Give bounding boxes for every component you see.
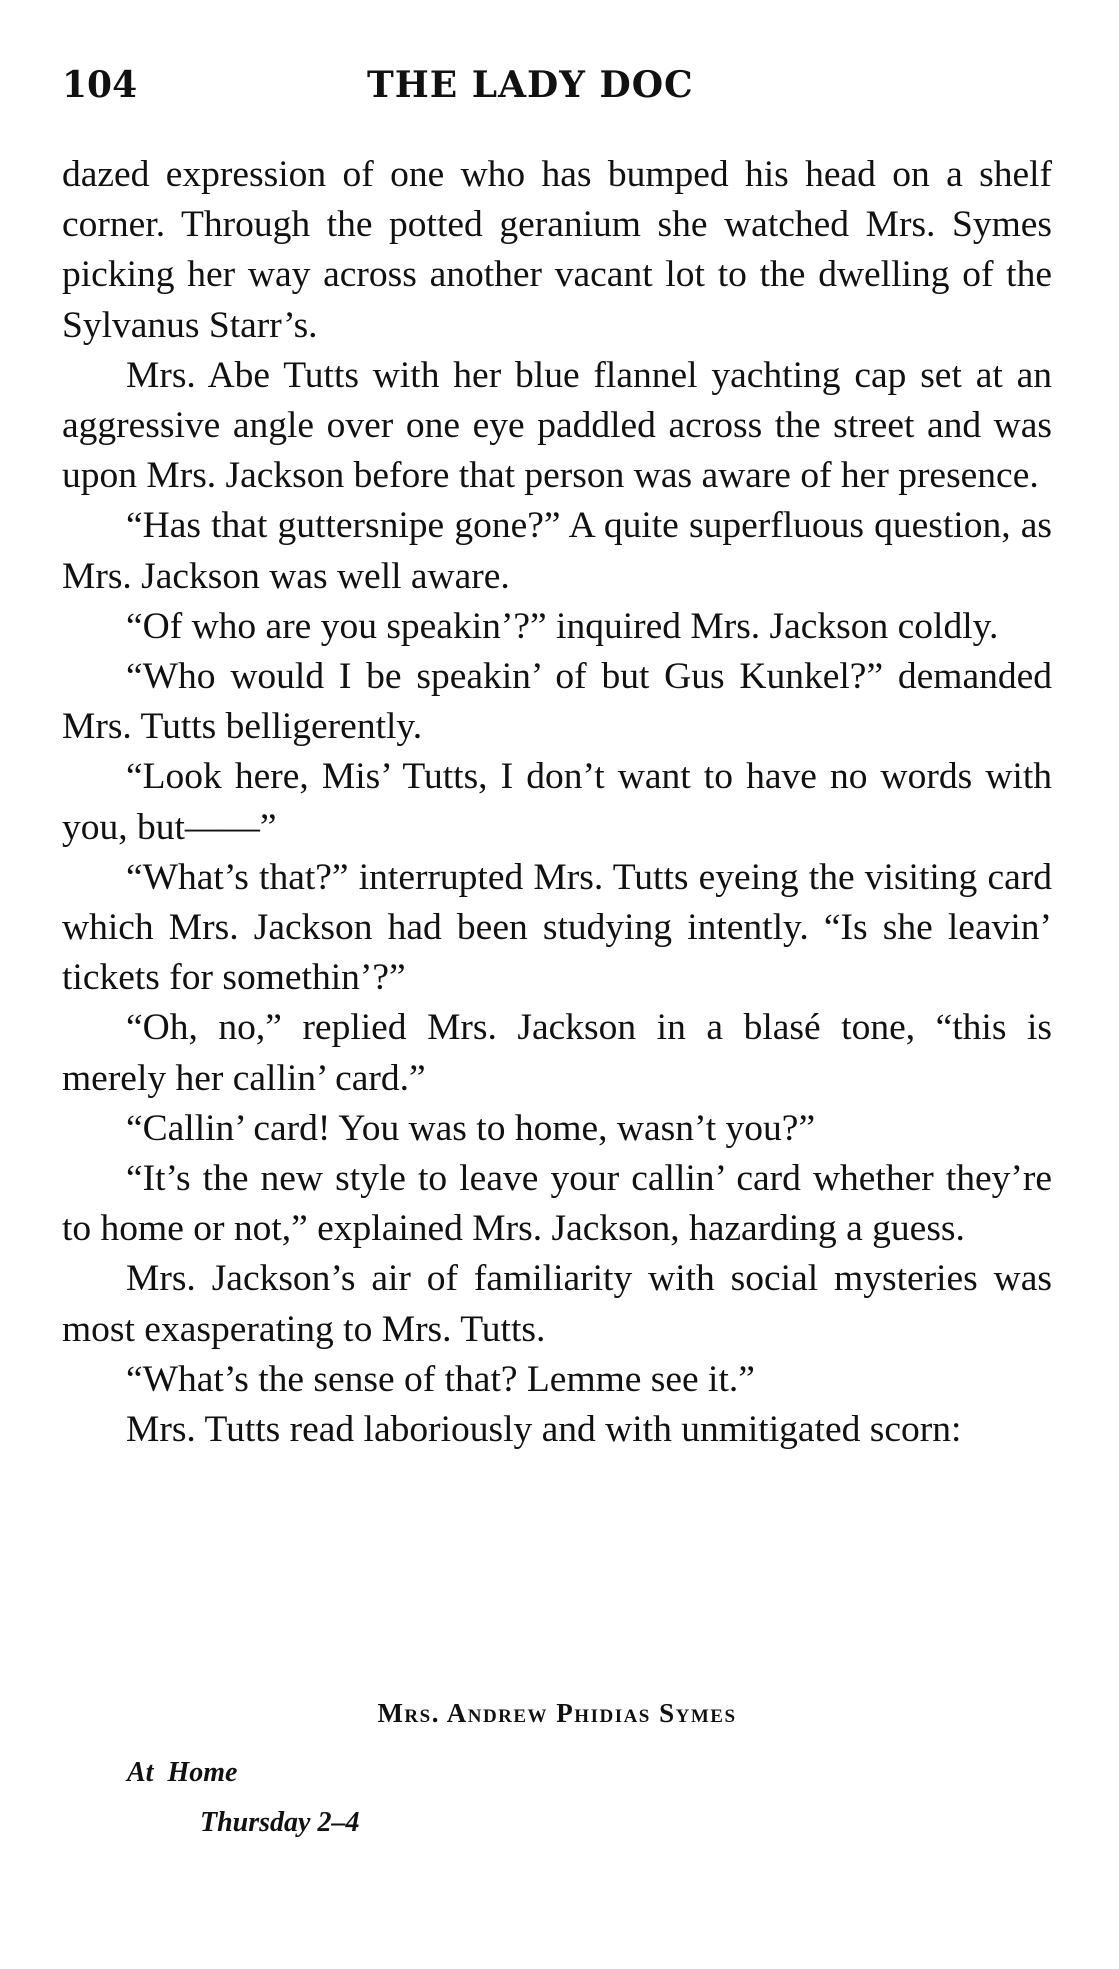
- running-title: THE LADY DOC: [367, 64, 694, 106]
- card-name: Mrs. Andrew Phidias Symes: [377, 1698, 737, 1728]
- paragraph-6: “Look here, Mis’ Tutts, I don’t want to have no words with you, but——”: [62, 756, 1052, 848]
- paragraph-4: “Of who are you speakin’?” inquired Mrs. Jackson coldly.: [126, 605, 999, 647]
- body-text: [62, 150, 1052, 1455]
- card-at-home: [127, 1755, 237, 1791]
- page-number: 104: [62, 64, 138, 106]
- card-home: Home: [167, 1757, 238, 1788]
- page-header: [62, 60, 1052, 110]
- paragraph-11: Mrs. Jackson’s air of familiarity with social mysteries was most exasperating to Mrs. Tutts.: [62, 1258, 1052, 1350]
- paragraph-7: “What’s that?” interrupted Mrs. Tutts eyeing the visiting card which Mrs. Jackson had been studying intently. “Is she leavin’ tickets for somethin’?”: [62, 856, 1052, 999]
- card-at: At: [127, 1757, 154, 1788]
- paragraph-3: “Has that guttersnipe gone?” A quite superfluous question, as Mrs. Jackson was well aware.: [62, 505, 1052, 597]
- paragraph-10: “It’s the new style to leave your callin’ card whether they’re to home or not,” explained Mrs. Jackson, hazarding a guess.: [62, 1158, 1052, 1250]
- paragraph-2: Mrs. Abe Tutts with her blue flannel yachting cap set at an aggressive angle over one eye paddled across the street and was upon Mrs. Jackson before that person was aware of her presence.: [62, 354, 1052, 497]
- paragraph-5: “Who would I be speakin’ of but Gus Kunkel?” demanded Mrs. Tutts belligerently.: [62, 656, 1052, 748]
- card-day-time: Thursday 2–4: [200, 1807, 360, 1838]
- paragraph-13: Mrs. Tutts read laboriously and with unmitigated scorn:: [126, 1409, 962, 1451]
- paragraph-8: “Oh, no,” replied Mrs. Jackson in a blasé tone, “this is merely her callin’ card.”: [62, 1007, 1052, 1099]
- paragraph-1: dazed expression of one who has bumped his head on a shelf corner. Through the potted geranium she watched Mrs. Symes picking her way across another vacant lot to the dwelling of the Sylvanus Starr’s.: [62, 154, 1052, 346]
- paragraph-12: “What’s the sense of that? Lemme see it.”: [126, 1358, 755, 1400]
- paragraph-9: “Callin’ card! You was to home, wasn’t you?”: [126, 1107, 816, 1149]
